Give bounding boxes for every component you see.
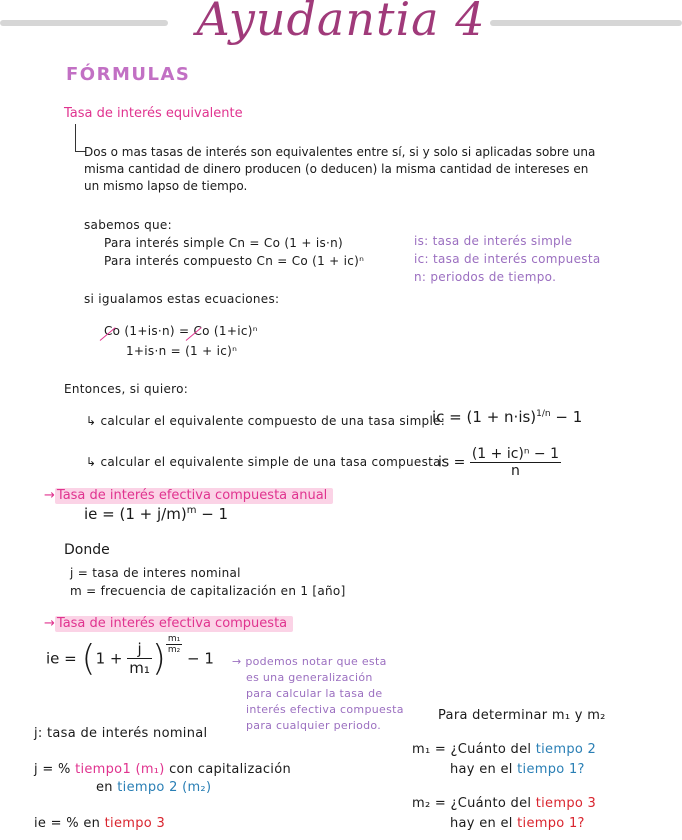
- calc1-formula: [432, 408, 582, 426]
- equation-1-right: Co (1+ic)ⁿ: [193, 324, 258, 338]
- j-pct-5: tiempo 2 (m₂): [117, 780, 212, 795]
- calc2-lhs: is =: [438, 454, 466, 471]
- effective-frac-num: j: [127, 640, 152, 659]
- j-pct-1: j = %: [34, 762, 71, 777]
- effective-exponent: [166, 634, 182, 655]
- j-percent-line-2: [96, 780, 211, 795]
- formulas-heading: FÓRMULAS: [66, 64, 191, 85]
- paren-open: (: [81, 638, 96, 679]
- m1-q-3: hay en el: [450, 762, 513, 777]
- calc2-label: calcular el equivalente simple de una tasa compuesta:: [100, 455, 446, 469]
- calc2-row: [86, 455, 445, 469]
- calc1-lhs: ic =: [432, 408, 462, 426]
- page-title: Ayudantia 4: [196, 0, 486, 46]
- def-m-frequency: m = frecuencia de capitalización en 1 [año]: [70, 584, 346, 598]
- m2-question-line-2: [450, 816, 585, 831]
- m1-question-line-2: [450, 762, 585, 777]
- calc2-denominator: n: [510, 463, 520, 479]
- igualamos-label: si igualamos estas ecuaciones:: [84, 292, 280, 306]
- effective-lhs: ie =: [46, 649, 77, 668]
- m2-q-2: tiempo 3: [535, 796, 597, 811]
- effective-tail: − 1: [187, 649, 214, 668]
- equivalent-description: Dos o mas tasas de interés son equivalentes entre sí, si y solo si aplicadas sobre una misma cantidad de dinero producen (o deducen) la misma cantidad de intereses en un mismo lapso de tiempo.: [84, 145, 596, 193]
- section-effective-title: [44, 616, 293, 631]
- note-line-3: para calcular la tasa de: [246, 687, 383, 700]
- determinar-label: Para determinar m₁ y m₂: [438, 708, 606, 723]
- section-effective-title-text: Tasa de interés efectiva compuesta: [55, 616, 293, 632]
- effective-fraction: [127, 640, 152, 677]
- ie-percent-line: [34, 816, 165, 831]
- m1-q-1: m₁ = ¿Cuánto del: [412, 742, 532, 757]
- arrow-icon: →: [232, 655, 246, 668]
- m2-q-3: hay en el: [450, 816, 513, 831]
- donde-label: Donde: [64, 542, 110, 558]
- m2-question-line-1: [412, 796, 596, 811]
- note-line-4: interés efectiva compuesta: [246, 703, 404, 716]
- calc1-rhs: (1 + n·is): [466, 408, 537, 426]
- m1-question-line-1: [412, 742, 596, 757]
- compound-interest-formula: Para interés compuesto Cn = Co (1 + ic)ⁿ: [104, 254, 365, 268]
- j-percent-line-1: [34, 762, 291, 777]
- note-line-2: es una generalización: [246, 671, 373, 684]
- calc1-exp: 1/n: [536, 409, 551, 419]
- calc1-row: [86, 414, 445, 428]
- equation-2: 1+is·n = (1 + ic)ⁿ: [126, 344, 238, 358]
- annual-formula-exp: m: [186, 505, 197, 516]
- equation-1-left: Co (1+is·n) =: [104, 324, 194, 338]
- m2-q-4: tiempo 1?: [517, 816, 585, 831]
- section-annual-title: [44, 488, 333, 503]
- effective-formula: ie = (1 + $\frac{j}{\text{m₁}}$ ) $\frac{\text{m₁}}{\text{m₂}}$ − 1: [46, 634, 214, 679]
- annual-formula-tail: − 1: [196, 505, 229, 523]
- ie-pct-1: ie = % en: [34, 816, 101, 831]
- def-j-nominal: j = tasa de interes nominal: [70, 566, 241, 580]
- j-pct-2: tiempo1 (m₁): [75, 762, 165, 777]
- calc2-formula: [438, 446, 561, 479]
- calc2-fraction: [470, 446, 561, 479]
- section-annual-title-text: Tasa de interés efectiva compuesta anual: [55, 488, 333, 504]
- annual-formula: [84, 505, 228, 523]
- generalization-note: [232, 654, 404, 734]
- equation-1: [104, 324, 258, 338]
- effective-exp-num: m₁: [167, 634, 181, 644]
- note-line-5: para cualquier periodo.: [246, 719, 382, 732]
- effective-exp-den: m₂: [167, 645, 181, 655]
- calc2-numerator: (1 + ic)ⁿ − 1: [471, 446, 559, 462]
- j-pct-3: con capitalización: [169, 762, 291, 777]
- note-line-1: → podemos notar que esta: [232, 655, 387, 668]
- def-is: is: tasa de interés simple: [414, 234, 573, 248]
- m1-q-4: tiempo 1?: [517, 762, 585, 777]
- j-nominal-label: j: tasa de interés nominal: [34, 726, 208, 741]
- arrow-icon: ↳: [86, 414, 97, 428]
- paren-close: ): [151, 638, 166, 679]
- ie-pct-2: tiempo 3: [104, 816, 166, 831]
- entonces-label: Entonces, si quiero:: [64, 382, 189, 396]
- simple-interest-formula: Para interés simple Cn = Co (1 + is·n): [104, 236, 344, 250]
- m1-q-2: tiempo 2: [535, 742, 597, 757]
- calc1-tail: − 1: [555, 408, 583, 426]
- section-equivalent-title: Tasa de interés equivalente: [64, 106, 243, 121]
- annual-formula-main: ie = (1 + j/m): [84, 505, 187, 523]
- effective-frac-den: m₁: [129, 659, 150, 677]
- j-pct-4: en: [96, 780, 113, 795]
- def-n: n: periodos de tiempo.: [414, 270, 557, 284]
- calc1-label: calcular el equivalente compuesto de una tasa simple:: [100, 414, 446, 428]
- arrow-icon: →: [44, 616, 55, 631]
- arrow-icon: →: [44, 488, 55, 503]
- m2-q-1: m₂ = ¿Cuánto del: [412, 796, 532, 811]
- arrow-icon: ↳: [86, 455, 97, 469]
- sabemos-label: sabemos que:: [84, 218, 172, 232]
- def-ic: ic: tasa de interés compuesta: [414, 252, 601, 266]
